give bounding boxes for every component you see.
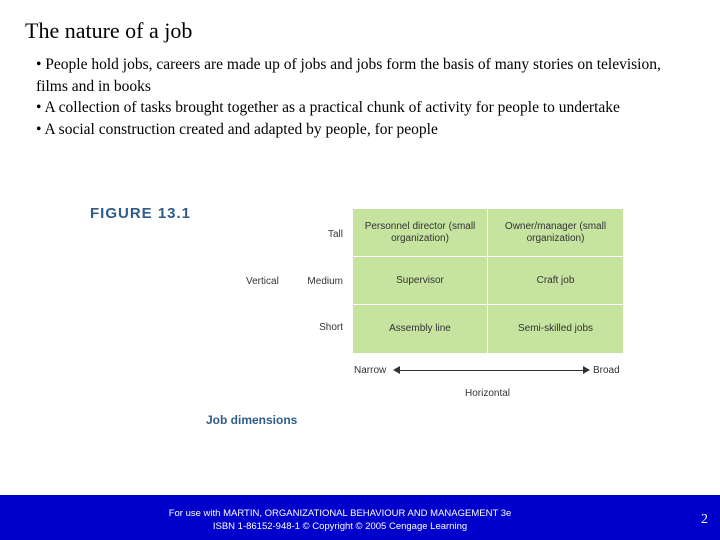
grid-cell: Semi-skilled jobs [517, 323, 594, 334]
axis-left-label: Narrow [354, 365, 387, 376]
grid-cell: Supervisor [353, 257, 488, 305]
grid-cell: Craft job [488, 257, 623, 305]
horizontal-axis-line [395, 370, 585, 371]
grid-cell: Assembly line [353, 305, 488, 353]
row-label-short: Short [319, 322, 343, 333]
vertical-axis-label: Vertical [246, 276, 279, 287]
footer-line: ISBN 1-86152-948-1 © Copyright © 2005 Cengage Learning [212, 521, 468, 532]
job-dimensions-grid [353, 209, 623, 353]
footer-line: For use with MARTIN, ORGANIZATIONAL BEHAVIOUR AND MANAGEMENT 3e [168, 508, 512, 519]
arrow-right-icon [583, 366, 590, 374]
bullet-list [36, 54, 676, 140]
figure-label: FIGURE 13.1 [90, 205, 192, 222]
grid-cell: Owner/manager (small organization) [488, 209, 623, 257]
arrow-left-icon [393, 366, 400, 374]
grid-cell: Personnel director (small organization) [353, 209, 488, 257]
bullet-item: • A social construction created and adapted by people, for people [36, 120, 438, 138]
figure-caption: Job dimensions [206, 413, 298, 427]
horizontal-axis-label: Horizontal [465, 388, 511, 399]
slide-title: The nature of a job [25, 18, 193, 43]
bullet-item: • A collection of tasks brought together as a practical chunk of activity for people to undertake [36, 99, 620, 116]
row-label-medium: Medium [307, 276, 343, 287]
footer-text [140, 507, 540, 533]
row-label-tall: Tall [327, 229, 343, 240]
axis-right-label: Broad [593, 365, 620, 376]
page-number: 2 [701, 512, 708, 527]
bullet-item: • People hold jobs, careers are made up of jobs and jobs form the basis of many stories on television, films and in books [36, 56, 661, 95]
footer-bar [0, 495, 720, 540]
